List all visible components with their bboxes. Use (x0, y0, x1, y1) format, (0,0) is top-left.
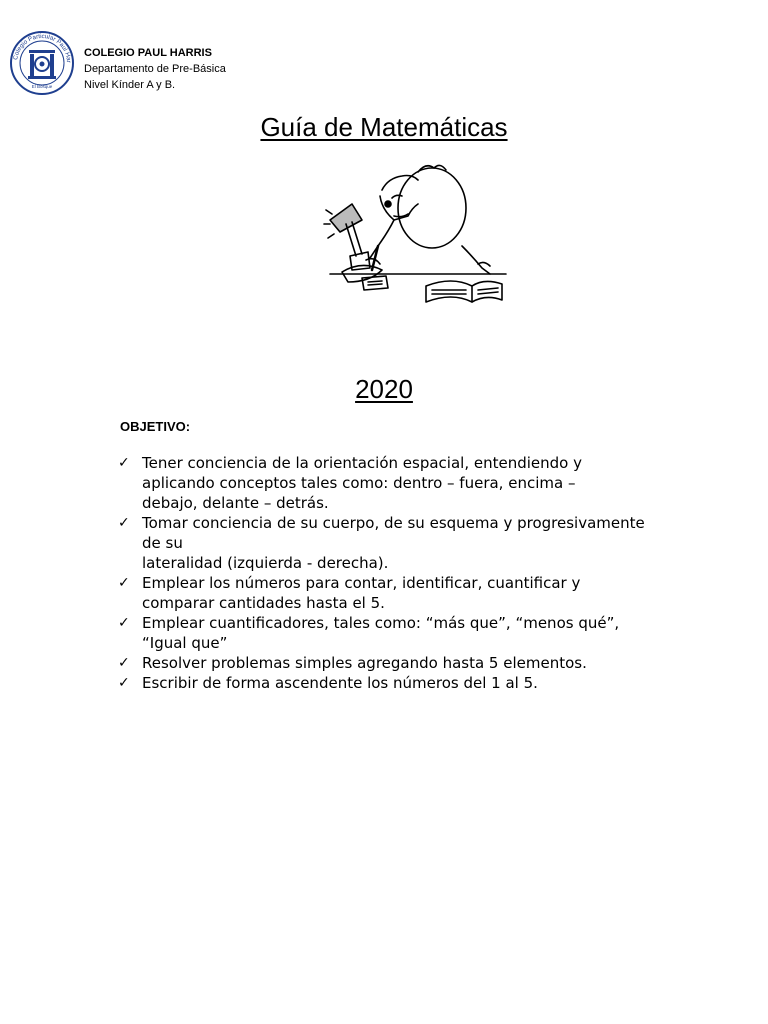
objective-item (118, 653, 658, 673)
objective-line: comparar cantidades hasta el 5. (142, 594, 385, 612)
child-studying-illustration (322, 160, 508, 306)
checkmark-icon: ✓ (118, 615, 130, 631)
page-title (0, 110, 768, 144)
objectives-list (118, 453, 658, 693)
school-header (84, 45, 226, 93)
checkmark-icon: ✓ (118, 675, 130, 691)
objective-line: aplicando conceptos tales como: dentro – fuera, encima – (142, 474, 576, 492)
class-level: Nivel Kínder A y B. (84, 79, 176, 91)
checkmark-icon: ✓ (118, 655, 130, 671)
objective-line: de su (142, 534, 183, 552)
objective-line: Resolver problemas simples agregando hasta 5 elementos. (142, 654, 587, 672)
logo-ring-text: Colegio Particular Paul Har (12, 32, 73, 63)
objective-line: Tener conciencia de la orientación espacial, entendiendo y (142, 454, 582, 472)
objective-item (118, 613, 658, 653)
checkmark-icon: ✓ (118, 515, 130, 531)
objective-line: Emplear los números para contar, identificar, cuantificar y (142, 574, 581, 592)
objective-line: Escribir de forma ascendente los números del 1 al 5. (142, 674, 538, 692)
objective-line: Emplear cuantificadores, tales como: “más que”, “menos qué”, (142, 614, 620, 632)
year-heading (0, 372, 768, 406)
page-title-text: Guía de Matemáticas (260, 112, 508, 142)
objective-line: “Igual que” (142, 634, 228, 652)
school-crest-icon (9, 30, 75, 96)
checkmark-icon: ✓ (118, 575, 130, 591)
logo-bottom-text: El Bosque (31, 84, 53, 89)
objective-item (118, 513, 658, 573)
department-name: Departamento de Pre-Básica (84, 63, 226, 75)
objective-item (118, 573, 658, 613)
objective-item (118, 673, 658, 693)
objective-line: Tomar conciencia de su cuerpo, de su esquema y progresivamente (142, 514, 645, 532)
school-name: COLEGIO PAUL HARRIS (84, 47, 212, 59)
checkmark-icon: ✓ (118, 455, 130, 471)
objective-label: OBJETIVO: (120, 419, 191, 434)
objective-line: lateralidad (izquierda - derecha). (142, 554, 389, 572)
year-text: 2020 (355, 374, 413, 404)
objective-item (118, 453, 658, 513)
objective-line: debajo, delante – detrás. (142, 494, 329, 512)
